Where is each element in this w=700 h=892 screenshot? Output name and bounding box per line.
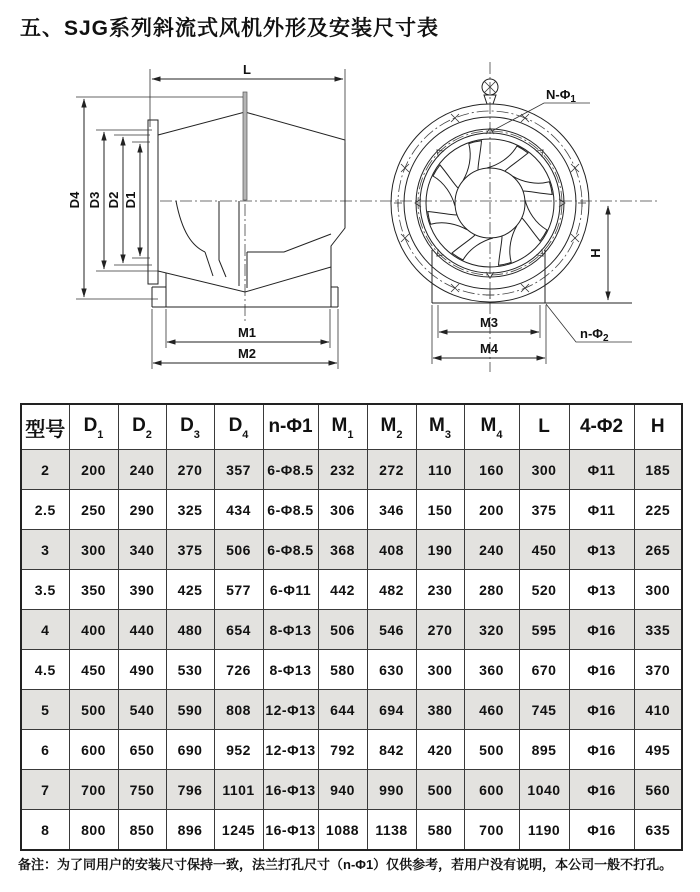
table-cell: 1138 — [367, 810, 416, 851]
table-cell: Φ16 — [569, 650, 634, 690]
table-cell: 240 — [118, 450, 166, 490]
table-cell: 460 — [464, 690, 519, 730]
table-cell: 600 — [69, 730, 118, 770]
table-cell: 335 — [634, 610, 682, 650]
footnote: 备注：为了同用户的安装尺寸保持一致，法兰打孔尺寸（n-Φ1）仅供参考，若用户没有说明，本公司一般不打孔。 — [18, 857, 673, 872]
table-cell: 850 — [118, 810, 166, 851]
table-cell: 480 — [166, 610, 214, 650]
column-header: $D_4$ — [214, 404, 263, 450]
table-cell: 375 — [519, 490, 569, 530]
table-cell: 896 — [166, 810, 214, 851]
table-cell: 380 — [416, 690, 464, 730]
table-cell: 306 — [318, 490, 367, 530]
shaft — [243, 92, 247, 200]
label-N-phi1: $N-\Phi_1$ — [546, 87, 576, 105]
table-cell: 190 — [416, 530, 464, 570]
table-cell: 440 — [118, 610, 166, 650]
column-header: L — [519, 404, 569, 450]
table-cell: Φ16 — [569, 730, 634, 770]
table-cell: Φ11 — [569, 490, 634, 530]
table-cell: 796 — [166, 770, 214, 810]
table-cell: 160 — [464, 450, 519, 490]
table-cell: 346 — [367, 490, 416, 530]
table-cell: 280 — [464, 570, 519, 610]
table-cell: 290 — [118, 490, 166, 530]
table-cell: 325 — [166, 490, 214, 530]
side-view-drawing — [67, 62, 345, 369]
table-cell: 750 — [118, 770, 166, 810]
column-header: 型号 — [21, 404, 69, 450]
table-cell: 16-Φ13 — [263, 770, 318, 810]
table-cell: 520 — [519, 570, 569, 610]
callout-n-phi2 — [546, 304, 632, 344]
dim-label-M3: M3 — [479, 315, 499, 330]
table-cell: 500 — [69, 690, 118, 730]
table-row — [21, 490, 682, 530]
table-cell: 272 — [367, 450, 416, 490]
table-cell: 490 — [118, 650, 166, 690]
table-cell: 600 — [464, 770, 519, 810]
table-cell: 300 — [416, 650, 464, 690]
table-cell: 800 — [69, 810, 118, 851]
table-cell: 595 — [519, 610, 569, 650]
table-cell: 8-Φ13 — [263, 650, 318, 690]
dim-label-M1: M1 — [237, 325, 257, 340]
table-cell: 370 — [634, 650, 682, 690]
table-cell: 425 — [166, 570, 214, 610]
dim-D-group — [67, 97, 243, 299]
table-cell: 577 — [214, 570, 263, 610]
inlet-flange — [148, 120, 158, 284]
dim-label-M2: M2 — [237, 346, 257, 361]
table-cell: 3 — [21, 530, 69, 570]
table-row — [21, 730, 682, 770]
table-cell: 650 — [118, 730, 166, 770]
table-cell: 408 — [367, 530, 416, 570]
table-cell: 2 — [21, 450, 69, 490]
table-cell: 506 — [318, 610, 367, 650]
table-cell: 265 — [634, 530, 682, 570]
table-cell: Φ16 — [569, 810, 634, 851]
table-cell: Φ11 — [569, 450, 634, 490]
fan-casing-outline — [158, 112, 345, 292]
table-cell: 110 — [416, 450, 464, 490]
dim-label-M4: M4 — [479, 341, 499, 356]
table-cell: 368 — [318, 530, 367, 570]
page-title: 五、SJG系列斜流式风机外形及安装尺寸表 — [20, 17, 440, 40]
label-n-phi2: $n-\Phi_2$ — [580, 326, 609, 344]
table-cell: 300 — [519, 450, 569, 490]
table-row — [21, 530, 682, 570]
table-cell: 540 — [118, 690, 166, 730]
table-cell: 300 — [634, 570, 682, 610]
front-view-drawing — [391, 62, 632, 372]
table-cell: 300 — [69, 530, 118, 570]
table-cell: 895 — [519, 730, 569, 770]
table-cell: 500 — [416, 770, 464, 810]
table-cell: 2.5 — [21, 490, 69, 530]
column-header: $M_2$ — [367, 404, 416, 450]
column-header: $M_3$ — [416, 404, 464, 450]
dimensions-table — [20, 403, 683, 851]
table-cell: 8-Φ13 — [263, 610, 318, 650]
table-cell: 690 — [166, 730, 214, 770]
table-cell: 546 — [367, 610, 416, 650]
table-cell: 270 — [166, 450, 214, 490]
table-cell: 150 — [416, 490, 464, 530]
table-cell: 340 — [118, 530, 166, 570]
column-header: 4-Φ2 — [569, 404, 634, 450]
table-cell: 808 — [214, 690, 263, 730]
table-cell: 1190 — [519, 810, 569, 851]
table-cell: 450 — [69, 650, 118, 690]
table-cell: 506 — [214, 530, 263, 570]
column-header: n-Φ1 — [263, 404, 318, 450]
table-cell: 940 — [318, 770, 367, 810]
dim-M1-M2 — [152, 309, 338, 369]
dim-label-D3: D3 — [87, 191, 102, 209]
table-cell: 1088 — [318, 810, 367, 851]
table-cell: 1101 — [214, 770, 263, 810]
table-cell: 3.5 — [21, 570, 69, 610]
table-cell: 6-Φ8.5 — [263, 490, 318, 530]
table-cell: 270 — [416, 610, 464, 650]
table-cell: 12-Φ13 — [263, 730, 318, 770]
table-row — [21, 650, 682, 690]
table-cell: 694 — [367, 690, 416, 730]
table-cell: 185 — [634, 450, 682, 490]
table-cell: 700 — [69, 770, 118, 810]
table-cell: 400 — [69, 610, 118, 650]
table-cell: 6 — [21, 730, 69, 770]
dim-label-D4: D4 — [67, 191, 82, 209]
table-row — [21, 810, 682, 851]
table-cell: 580 — [416, 810, 464, 851]
dim-label-H: H — [588, 248, 603, 258]
column-header: $D_1$ — [69, 404, 118, 450]
table-cell: 450 — [519, 530, 569, 570]
table-cell: 225 — [634, 490, 682, 530]
table-cell: 670 — [519, 650, 569, 690]
table-row — [21, 570, 682, 610]
column-header: $M_1$ — [318, 404, 367, 450]
table-cell: 630 — [367, 650, 416, 690]
table-cell: 7 — [21, 770, 69, 810]
table-cell: 8 — [21, 810, 69, 851]
table-cell: 842 — [367, 730, 416, 770]
table-cell: 560 — [634, 770, 682, 810]
table-cell: Φ16 — [569, 770, 634, 810]
table-cell: 442 — [318, 570, 367, 610]
dim-M3-M4 — [432, 305, 546, 364]
dim-label-L: L — [243, 62, 251, 77]
table-cell: 12-Φ13 — [263, 690, 318, 730]
table-header-row — [21, 404, 682, 450]
table-cell: 580 — [318, 650, 367, 690]
column-header: $M_4$ — [464, 404, 519, 450]
table-row — [21, 450, 682, 490]
table-cell: 250 — [69, 490, 118, 530]
column-header: $D_3$ — [166, 404, 214, 450]
table-body — [21, 450, 682, 851]
table-cell: Φ16 — [569, 690, 634, 730]
table-cell: Φ13 — [569, 570, 634, 610]
table-cell: 240 — [464, 530, 519, 570]
table-cell: 726 — [214, 650, 263, 690]
table-cell: 230 — [416, 570, 464, 610]
table-cell: 232 — [318, 450, 367, 490]
table-cell: 792 — [318, 730, 367, 770]
table-cell: 5 — [21, 690, 69, 730]
table-cell: 4 — [21, 610, 69, 650]
table-cell: Φ13 — [569, 530, 634, 570]
table-cell: 4.5 — [21, 650, 69, 690]
table-row — [21, 690, 682, 730]
technical-drawings — [0, 0, 700, 400]
table-cell: 654 — [214, 610, 263, 650]
dim-label-D1: D1 — [123, 191, 138, 209]
table-cell: 6-Φ8.5 — [263, 530, 318, 570]
callout-N-phi1 — [492, 87, 590, 131]
table-cell: 434 — [214, 490, 263, 530]
table-cell: 745 — [519, 690, 569, 730]
dim-H — [588, 206, 608, 300]
table-cell: 644 — [318, 690, 367, 730]
table-cell: 6-Φ8.5 — [263, 450, 318, 490]
table-row — [21, 770, 682, 810]
table-cell: 200 — [69, 450, 118, 490]
table-cell: 530 — [166, 650, 214, 690]
table-cell: 420 — [416, 730, 464, 770]
table-cell: 990 — [367, 770, 416, 810]
table-cell: 320 — [464, 610, 519, 650]
table-cell: Φ16 — [569, 610, 634, 650]
table-cell: 700 — [464, 810, 519, 851]
column-header: H — [634, 404, 682, 450]
table-cell: 350 — [69, 570, 118, 610]
table-cell: 200 — [464, 490, 519, 530]
table-cell: 410 — [634, 690, 682, 730]
table-cell: 1245 — [214, 810, 263, 851]
table-cell: 357 — [214, 450, 263, 490]
table-cell: 500 — [464, 730, 519, 770]
table-cell: 375 — [166, 530, 214, 570]
dim-L — [150, 62, 345, 143]
table-cell: 952 — [214, 730, 263, 770]
table-cell: 6-Φ11 — [263, 570, 318, 610]
table-cell: 16-Φ13 — [263, 810, 318, 851]
table-cell: 495 — [634, 730, 682, 770]
table-cell: 360 — [464, 650, 519, 690]
table-cell: 390 — [118, 570, 166, 610]
table-cell: 1040 — [519, 770, 569, 810]
table-row — [21, 610, 682, 650]
table-cell: 482 — [367, 570, 416, 610]
table-cell: 590 — [166, 690, 214, 730]
casing-interior-lines — [176, 201, 331, 288]
table-cell: 635 — [634, 810, 682, 851]
dim-label-D2: D2 — [106, 191, 121, 209]
column-header: $D_2$ — [118, 404, 166, 450]
